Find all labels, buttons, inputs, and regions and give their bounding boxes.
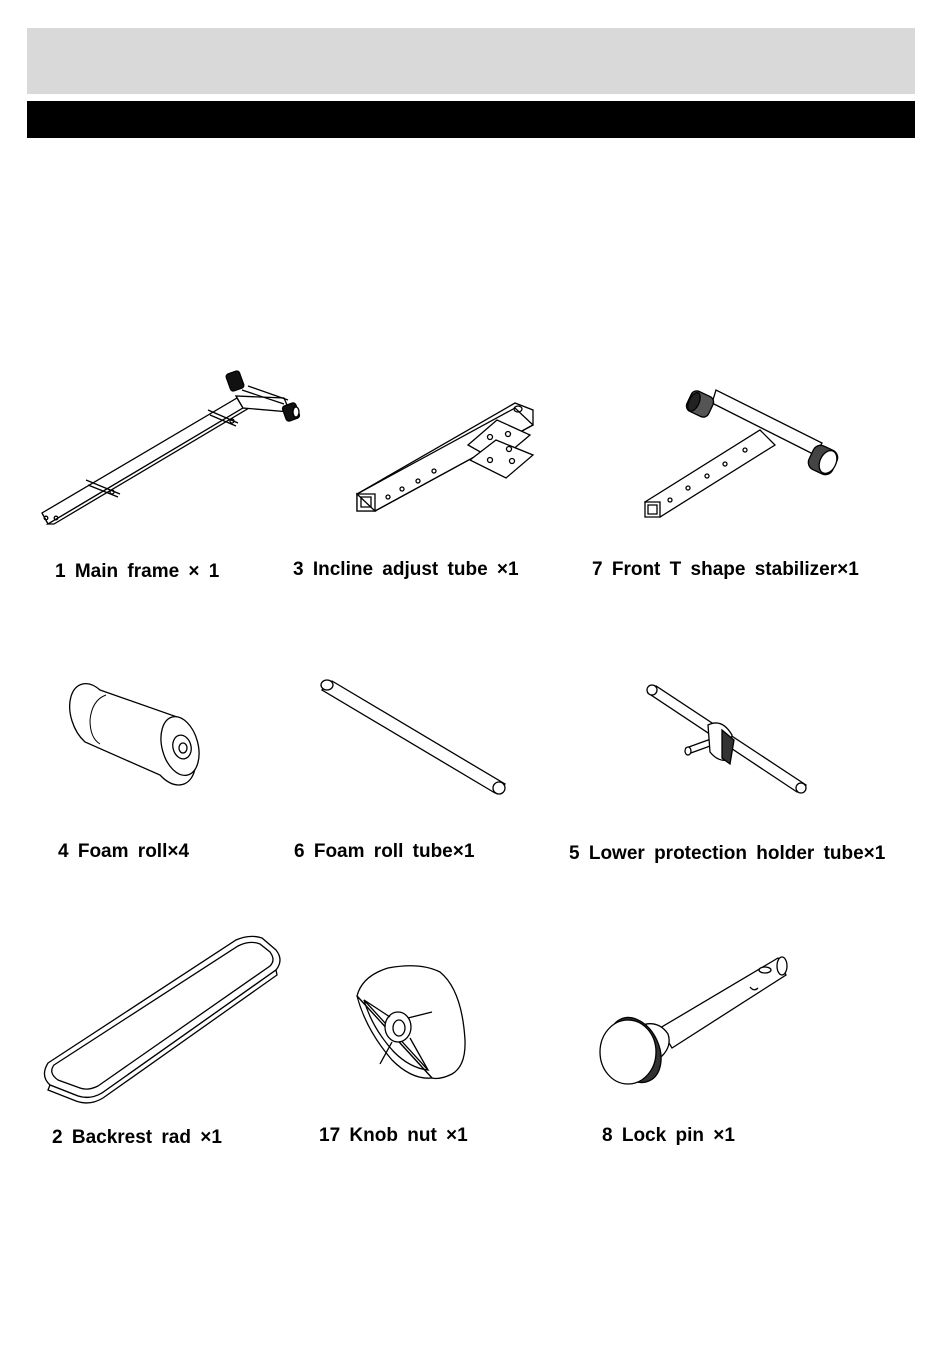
part-label: 1 Main frame × 1	[55, 561, 220, 582]
part-label: 8 Lock pin ×1	[602, 1125, 735, 1146]
part-label: 17 Knob nut ×1	[319, 1125, 468, 1146]
part-label: 5 Lower protection holder tube×1	[569, 843, 886, 864]
part-label: 4 Foam roll×4	[58, 841, 190, 862]
part-label: 2 Backrest rad ×1	[52, 1127, 222, 1148]
part-label: 7 Front T shape stabilizer×1	[592, 559, 859, 580]
part-label: 3 Incline adjust tube ×1	[293, 559, 519, 580]
part-label: 6 Foam roll tube×1	[294, 841, 475, 862]
